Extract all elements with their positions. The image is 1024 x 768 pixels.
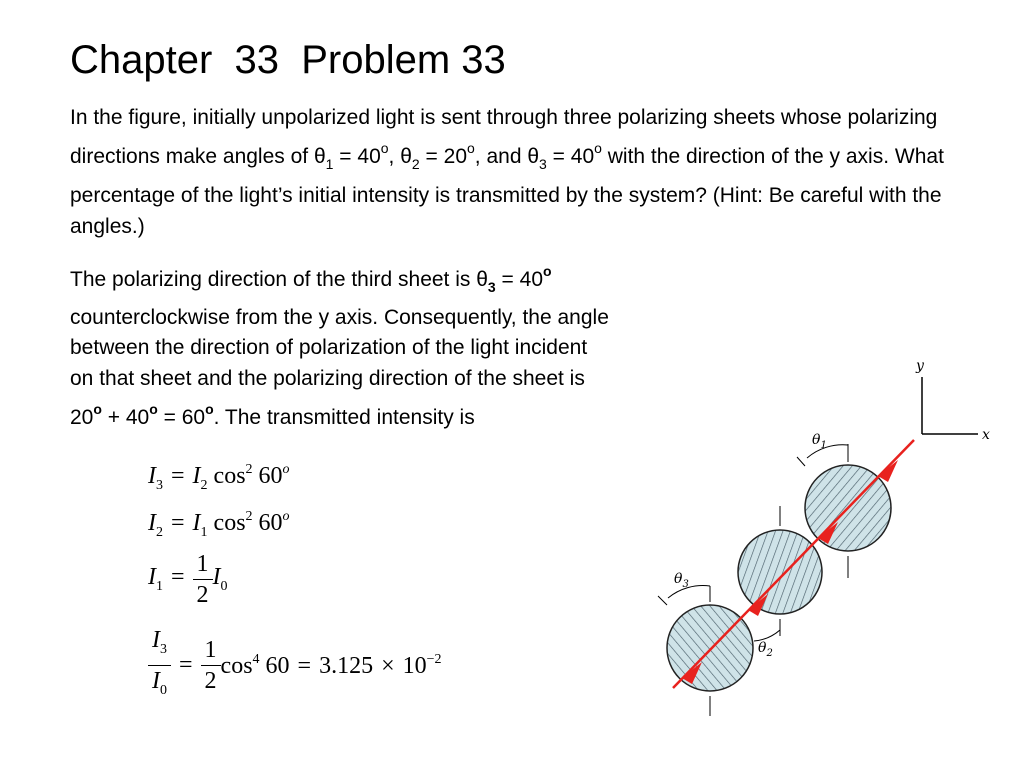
theta3-label: $\theta_3$ — [674, 571, 689, 590]
equation-i3: $I_3 = I_2$ $\cos^2 60^o$ — [148, 462, 290, 493]
theta2-label: $\theta_2$ — [758, 640, 773, 659]
theta1-label: $\theta_1$ — [812, 432, 827, 451]
solution-explanation: The polarizing direction of the third sheet is $\theta_3 = 40^o$ counterclockwise from the y axis. Consequently, the angle between the direction of polarization of the light incident on that sheet and the polarizing direction of the sheet is $20^o + 40^o = 60^o$. The transmitted intensity is — [70, 263, 609, 429]
equation-i1: $I_1$ = $\frac{1}{2}$ $I_0$ — [148, 551, 228, 608]
problem-statement: In the figure, initially unpolarized light is sent through three polarizing sheets whose polarizing directions make angles of $\theta_1 = 40^o$, $\theta_2 = 20^o$, and $\theta_3 = 40^o$ with the direction of the y axis. What percentage of the light’s initial intensity is transmitted by the system? (Hint: Be careful with the angles.) — [70, 106, 944, 238]
equation-ratio: $\frac{I_3}{I_0}$ = $\frac{1}{2}$ $\cos^4 60 = 3.125 \times 10^{-2}$ — [148, 625, 442, 706]
x-axis-label: x — [982, 427, 990, 443]
slide-title: Chapter 33 Problem 33 — [70, 38, 506, 82]
axes — [915, 358, 990, 443]
light-ray — [673, 440, 914, 688]
arrow-icon — [878, 460, 898, 482]
y-axis-label: y — [916, 358, 924, 374]
equation-i2: $I_2 = I_1$ $\cos^2 60^o$ — [148, 509, 290, 540]
polarizer-figure — [640, 340, 1020, 730]
